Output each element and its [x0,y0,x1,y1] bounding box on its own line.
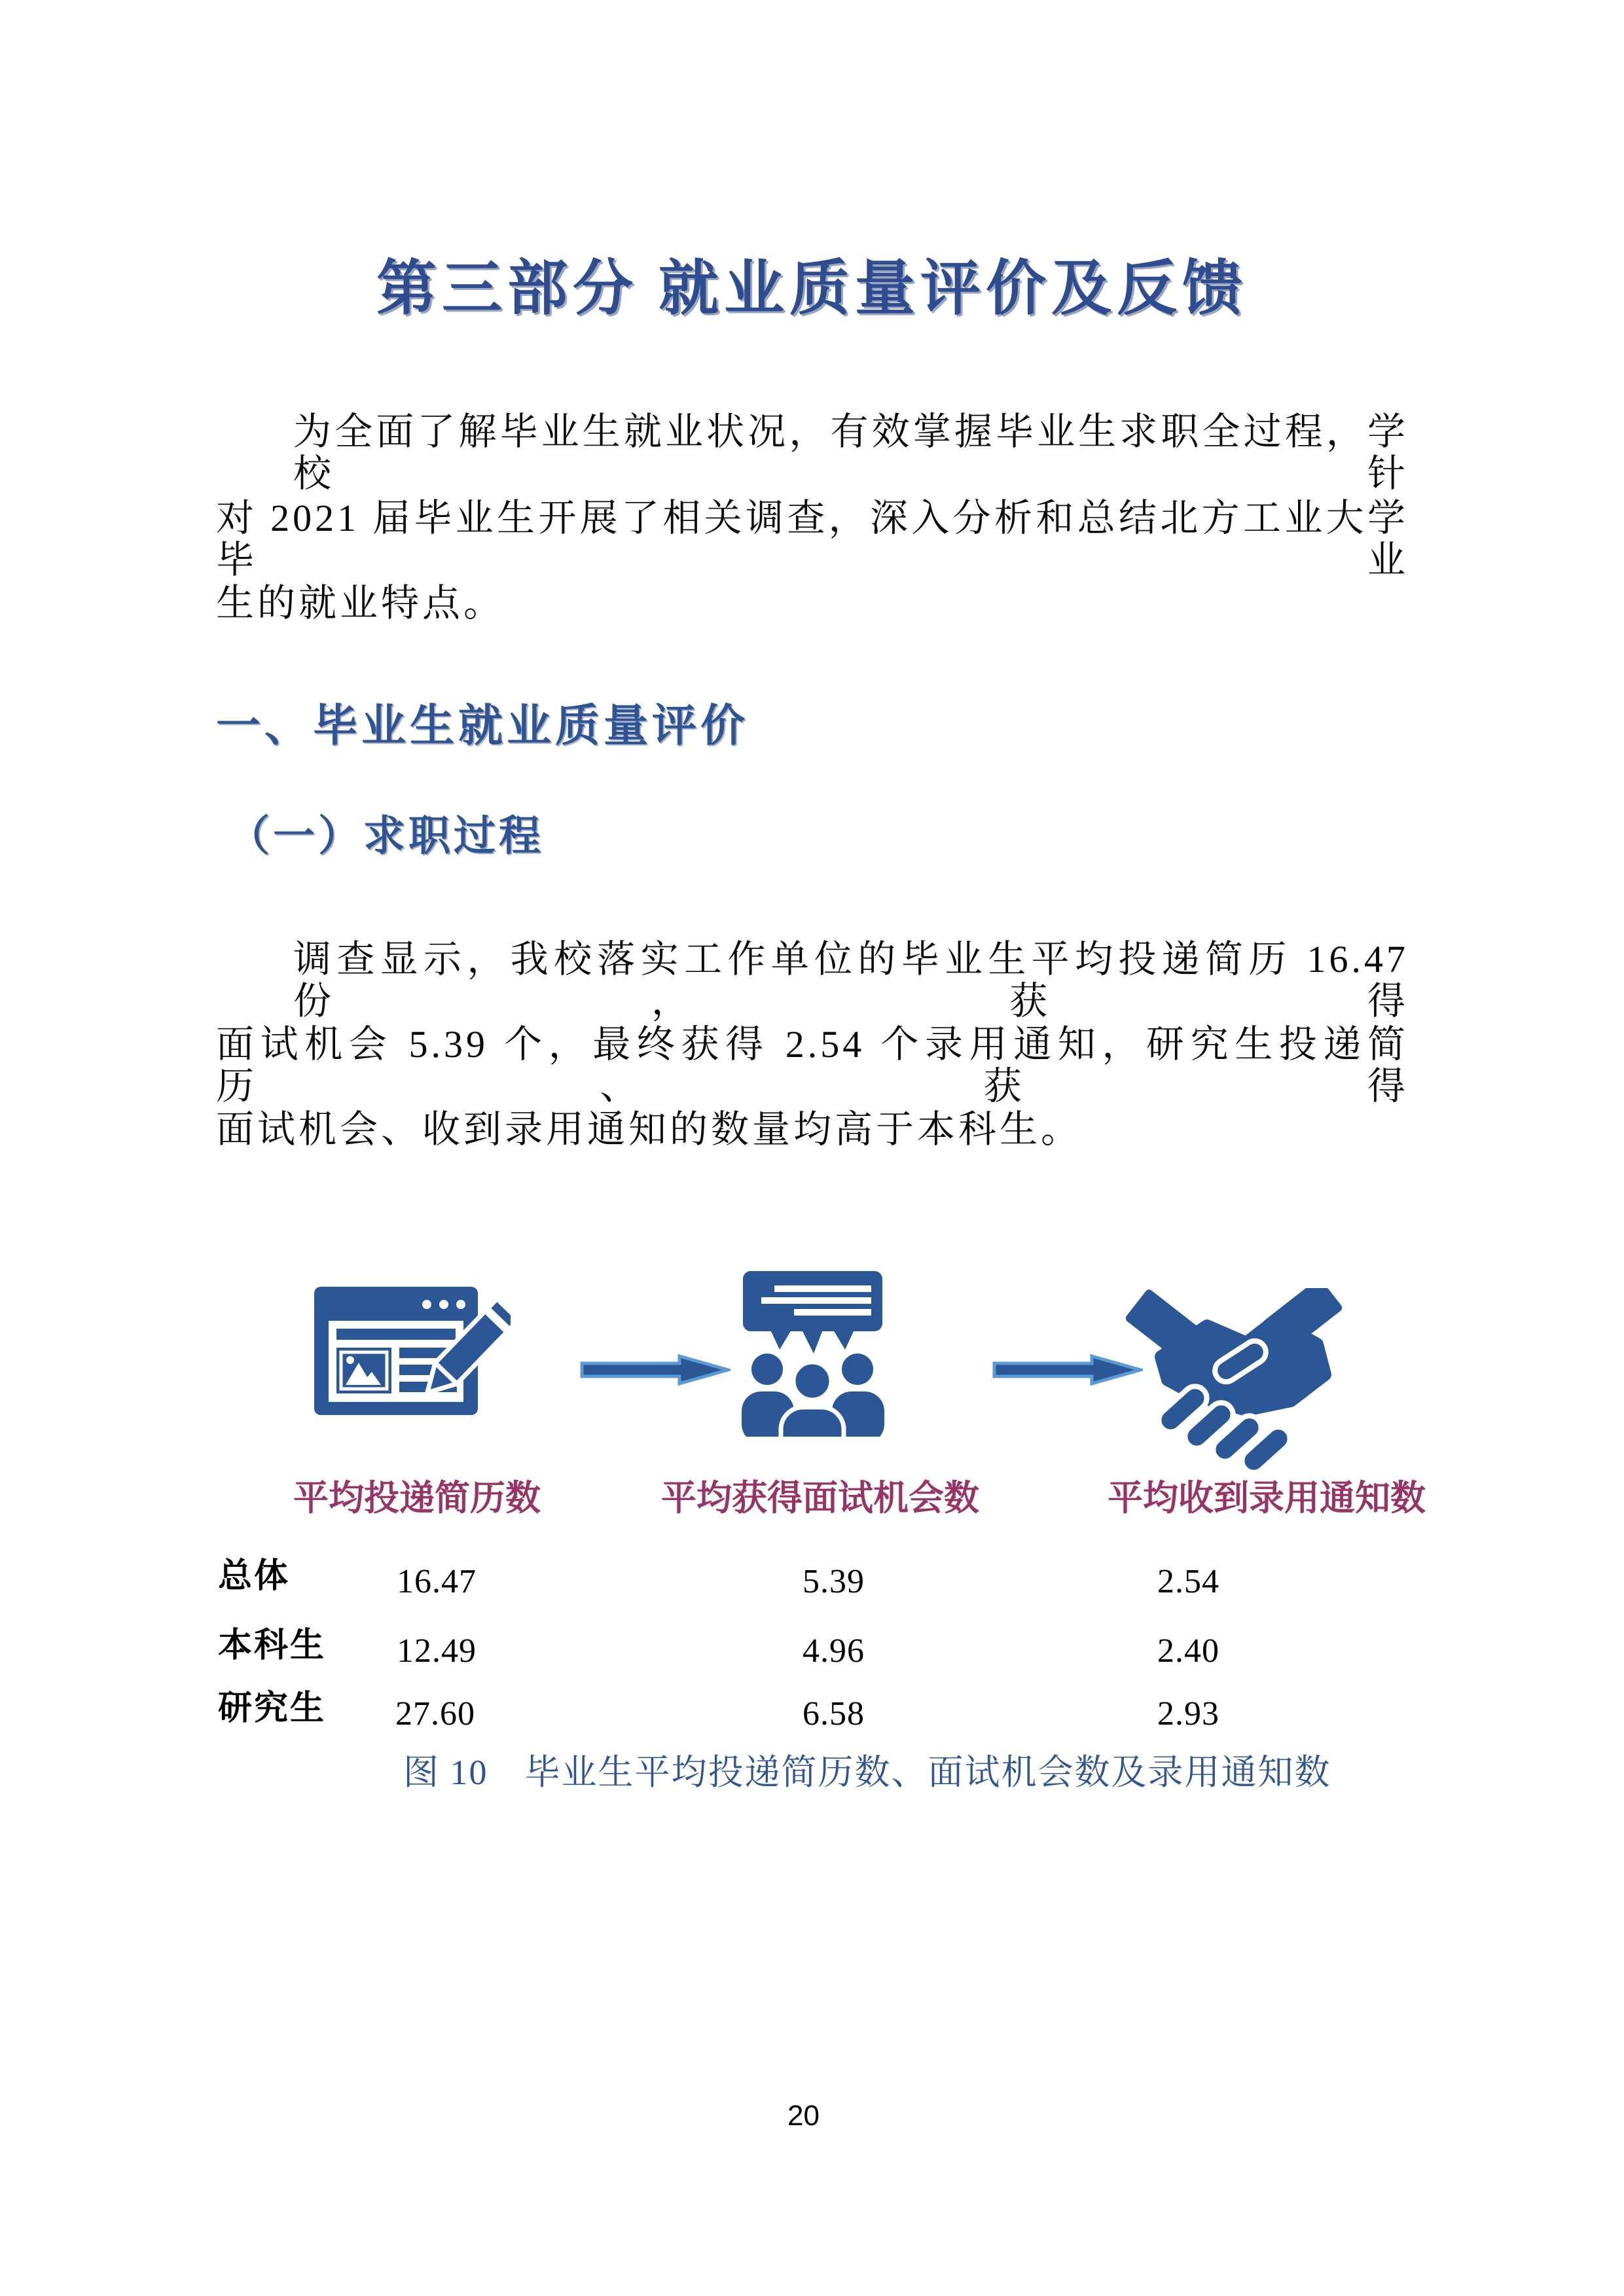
para2-line-3: 面试机会、收到录用通知的数量均高于本科生。 [216,1108,1083,1151]
step-label-interview: 平均获得面试机会数 [661,1479,979,1518]
interview-icon [736,1270,887,1437]
table-cell: 6.58 [803,1695,865,1732]
para2-line-1: 调查显示，我校落实工作单位的毕业生平均投递简历 16.47 份，获得 [293,938,1409,1022]
table-row-label: 本科生 [218,1627,327,1664]
page-title: 第三部分 就业质量评价及反馈 [376,255,1248,322]
intro-line-1: 为全面了解毕业生就业状况，有效掌握毕业生求职全过程，学校针 [293,410,1409,495]
table-row-label: 研究生 [218,1690,327,1727]
subsection-heading: （一）求职过程 [228,813,544,859]
table-cell: 4.96 [803,1632,865,1670]
para2-line-2: 面试机会 5.39 个，最终获得 2.54 个录用通知，研究生投递简历、获得 [216,1023,1409,1107]
resume-icon [314,1287,511,1422]
step-label-resume: 平均投递简历数 [293,1479,541,1518]
table-row-label: 总体 [218,1558,291,1595]
table-cell: 12.49 [397,1632,477,1670]
step-label-offer: 平均收到录用通知数 [1108,1479,1426,1518]
table-cell: 27.60 [395,1695,475,1732]
table-cell: 16.47 [397,1563,477,1600]
figure-caption: 图 10 毕业生平均投递简历数、面试机会数及录用通知数 [403,1753,1331,1792]
table-cell: 2.40 [1157,1632,1219,1670]
intro-line-3: 生的就业特点。 [216,582,505,624]
section-heading: 一、毕业生就业质量评价 [216,701,749,751]
table-cell: 5.39 [803,1563,865,1600]
table-cell: 2.93 [1157,1695,1219,1732]
page-number: 20 [787,2100,820,2132]
intro-line-2: 对 2021 届毕业生开展了相关调查，深入分析和总结北方工业大学毕业 [216,497,1409,581]
arrow-right-icon [580,1354,731,1386]
handshake-icon [1121,1288,1350,1471]
table-cell: 2.54 [1157,1563,1219,1600]
